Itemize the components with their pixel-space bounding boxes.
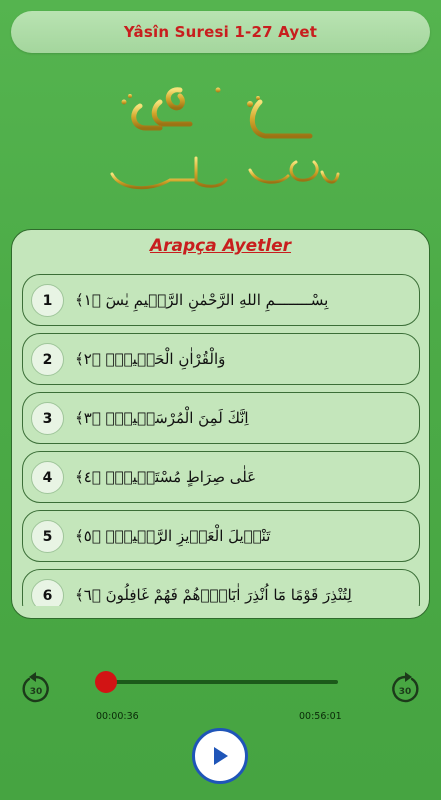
elapsed-time: 00:00:36 xyxy=(96,711,139,722)
verse-item-2[interactable] xyxy=(22,333,420,385)
verse-arabic-text: عَلٰى صِرَاطٍ مُسْتَق۪يمٍۜ ﴿٤﴾ xyxy=(75,468,257,486)
calligraphy-icon xyxy=(100,62,340,212)
verse-item-5[interactable] xyxy=(22,510,420,562)
page-title: Yâsîn Suresi 1-27 Ayet xyxy=(123,23,318,41)
verse-number: 6 xyxy=(31,579,64,606)
verse-item-6[interactable] xyxy=(22,569,420,606)
verse-list[interactable] xyxy=(22,274,420,606)
play-button[interactable] xyxy=(192,728,248,784)
progress-track[interactable] xyxy=(104,680,338,684)
verse-item-4[interactable] xyxy=(22,451,420,503)
total-time: 00:56:01 xyxy=(299,711,342,722)
verse-item-1[interactable] xyxy=(22,274,420,326)
verse-arabic-text: وَالْقُرْاٰنِ الْحَك۪يمِۙ ﴿٢﴾ xyxy=(75,350,226,368)
progress-knob[interactable] xyxy=(95,671,117,693)
verse-item-3[interactable] xyxy=(22,392,420,444)
verse-arabic-text: لِتُنْذِرَ قَوْمًا مَٓا اُنْذِرَ اٰبَٓاؤُ۬هُمْ فَهُمْ غَافِلُونَ ﴿٦﴾ xyxy=(75,586,352,604)
forward-seconds-label: 30 xyxy=(398,687,412,697)
verse-number: 3 xyxy=(31,402,64,435)
verse-arabic-text: اِنَّكَ لَمِنَ الْمُرْسَل۪ينَۙ ﴿٣﴾ xyxy=(75,409,249,427)
rewind-seconds-label: 30 xyxy=(29,687,43,697)
verse-number: 2 xyxy=(31,343,64,376)
play-icon xyxy=(210,745,230,767)
verse-arabic-text: تَنْز۪يلَ الْعَز۪يزِ الرَّح۪يمِۙ ﴿٥﴾ xyxy=(75,527,271,545)
verse-number: 1 xyxy=(31,284,64,317)
verse-number: 4 xyxy=(31,461,64,494)
verses-panel xyxy=(11,229,430,619)
title-bar xyxy=(11,11,430,53)
forward-30-icon[interactable] xyxy=(388,670,422,706)
panel-title: Arapça Ayetler xyxy=(149,236,292,256)
verse-number: 5 xyxy=(31,520,64,553)
verse-arabic-text: بِسْــــــــمِ اللهِ الرَّحْمٰنِ الرَّح۪يمِ يٰسٓ ﴿١﴾ xyxy=(75,291,329,309)
rewind-30-icon[interactable] xyxy=(19,670,53,706)
